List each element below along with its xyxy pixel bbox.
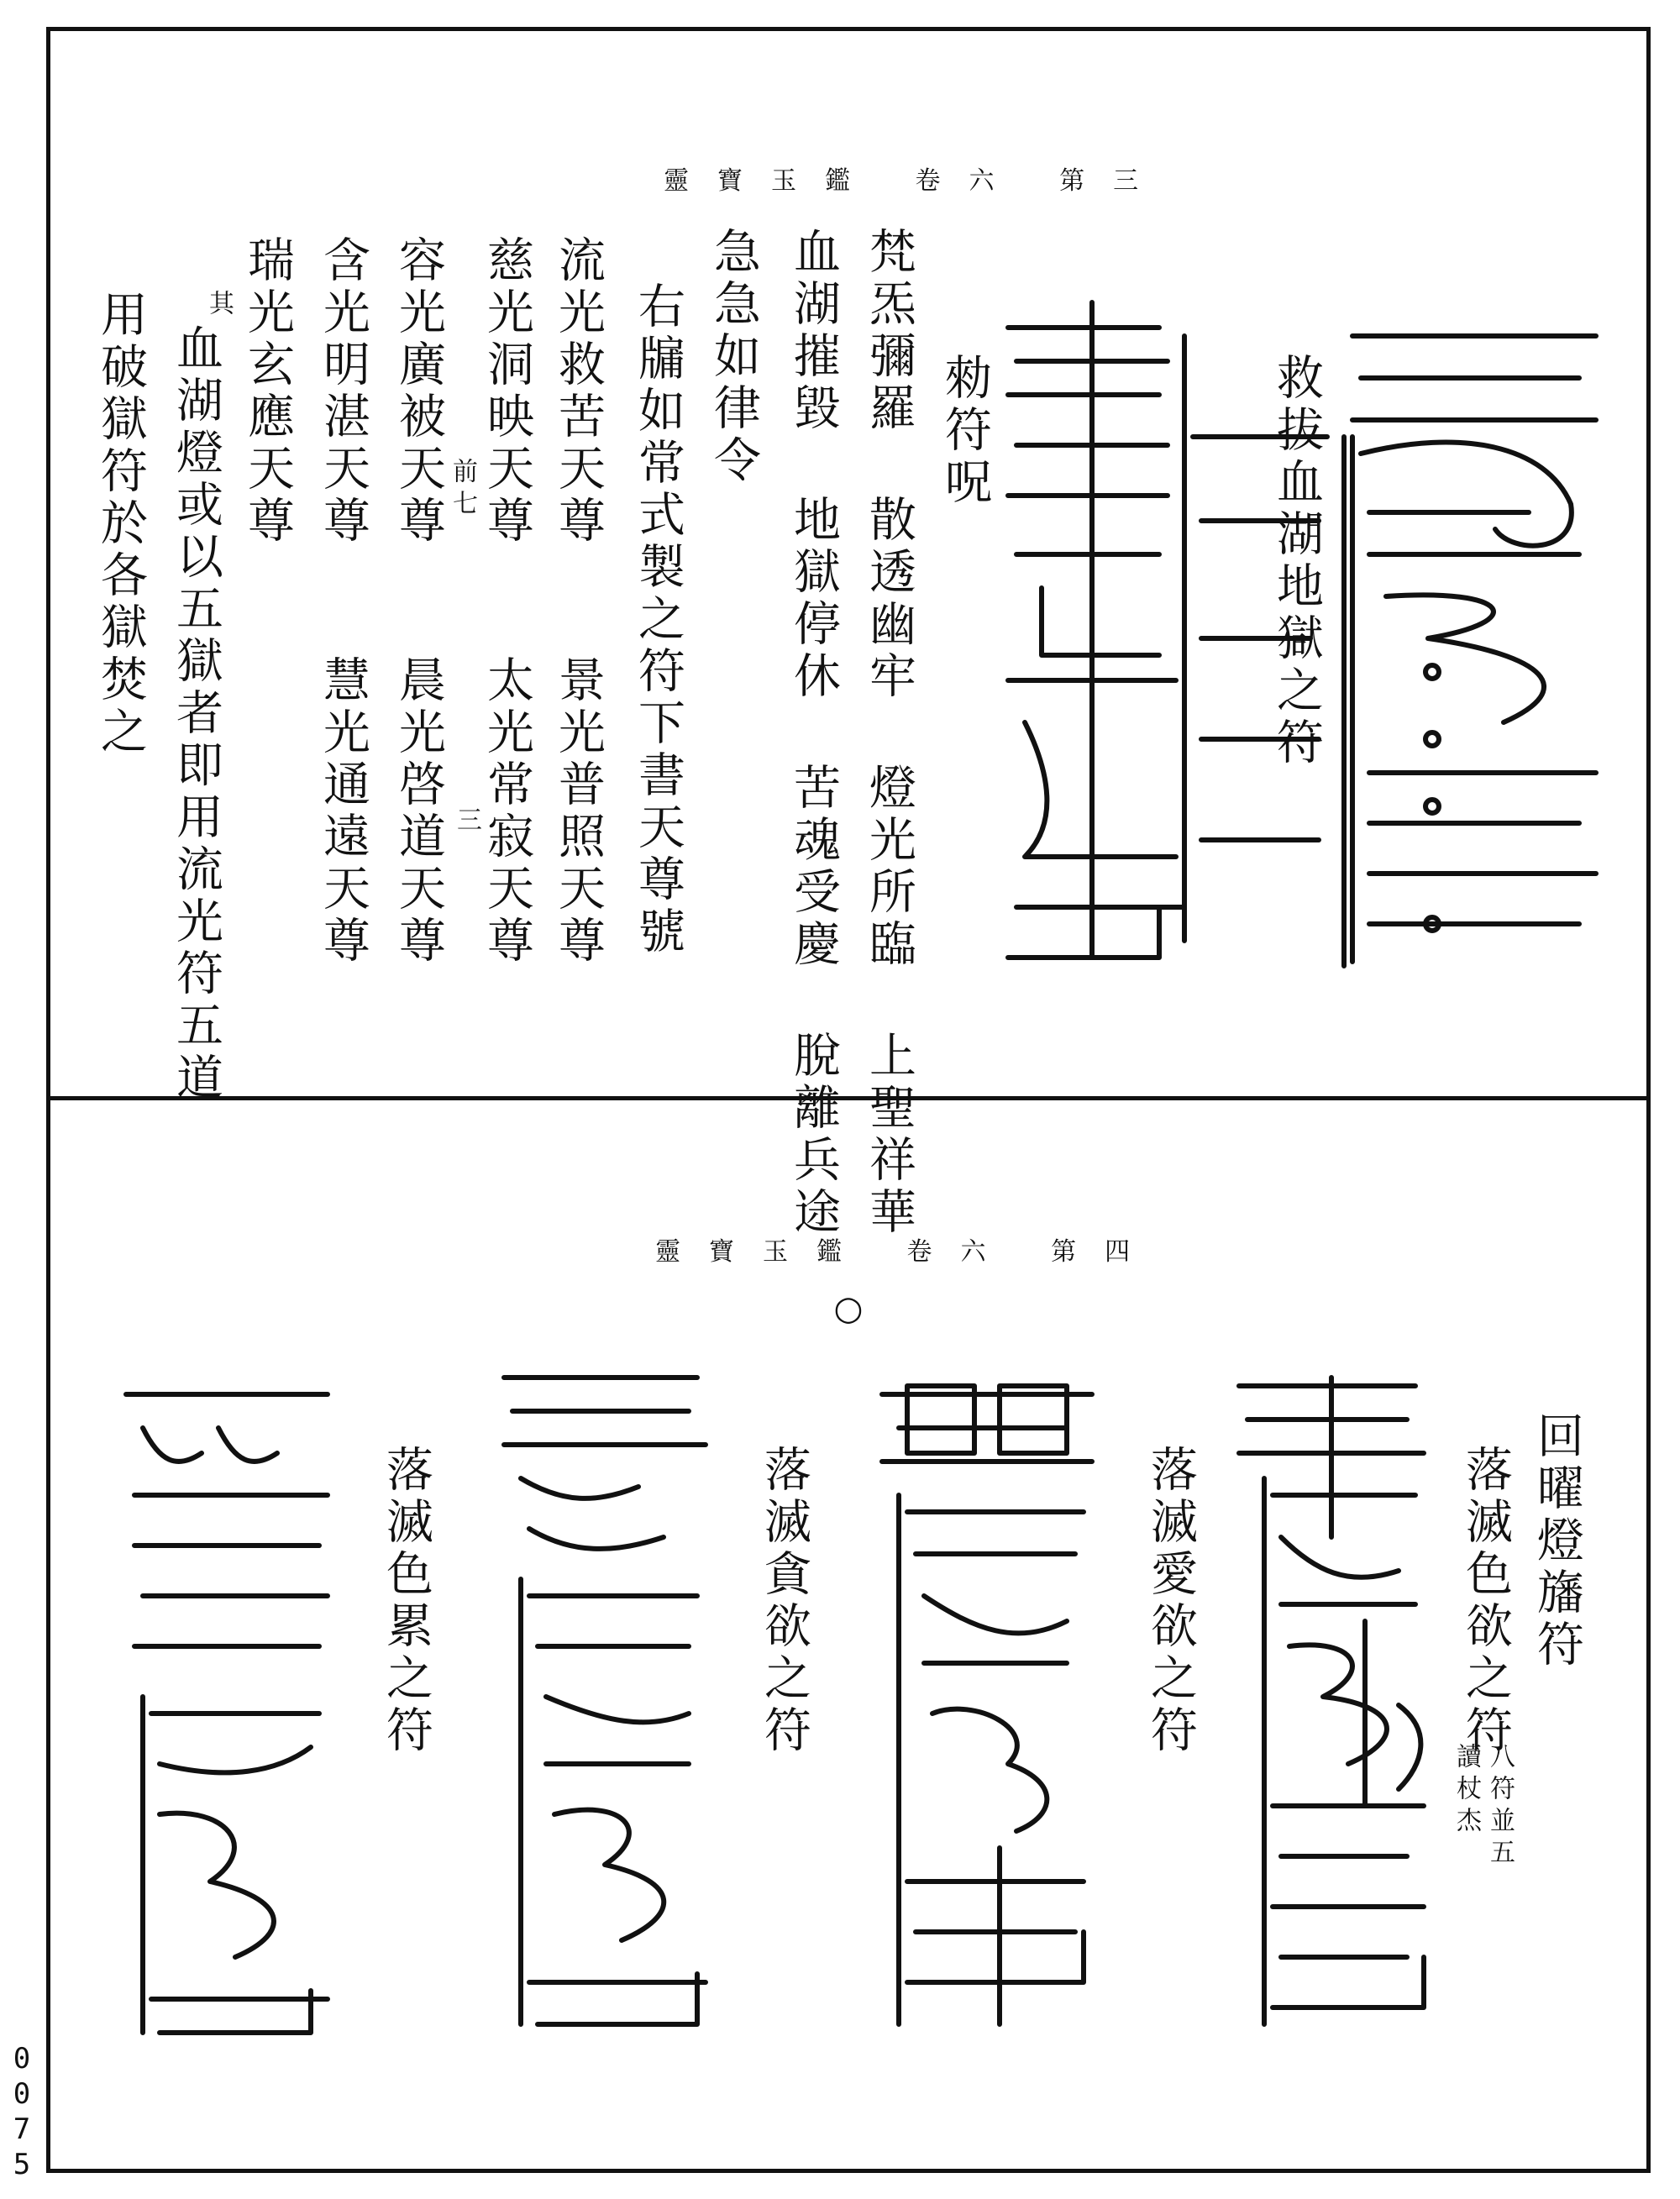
talisman-love-desire-icon bbox=[874, 1378, 1100, 2033]
talisman-label-3: 落滅貪欲之符 bbox=[757, 1445, 811, 1757]
page-number-digit: 7 bbox=[13, 2112, 31, 2146]
panel-divider bbox=[46, 1096, 1651, 1100]
page-number-digit: 5 bbox=[13, 2148, 31, 2181]
deity-5: 瑞光玄應天尊 bbox=[240, 235, 295, 548]
talisman-label-2: 落滅愛欲之符 bbox=[1143, 1445, 1198, 1757]
side-note-b: 讀杖杰 bbox=[1452, 1743, 1481, 1839]
talisman-label-1: 落滅色欲之符 bbox=[1458, 1445, 1513, 1757]
talisman-label-4: 落滅色累之符 bbox=[379, 1445, 433, 1757]
talisman-color-desire-icon bbox=[1231, 1369, 1441, 2033]
incantation-title: 勑符呪 bbox=[937, 353, 992, 509]
lower-header: 靈寶玉鑑 卷六 第四 bbox=[655, 1237, 1159, 1267]
incantation-line-3: 急急如律令 bbox=[706, 227, 761, 487]
page-number-digit: 0 bbox=[13, 2077, 31, 2111]
note-small-mark: 其 bbox=[204, 290, 234, 322]
note-line-2: 用破獄符於各獄焚之 bbox=[93, 290, 148, 758]
instruction-line: 右牖如常式製之符下書天尊號 bbox=[631, 281, 685, 958]
deity-6: 景光普照天尊 bbox=[551, 655, 606, 968]
incantation-line-2: 血湖摧毀 地獄停休 苦魂受慶 脫離兵途 bbox=[786, 227, 841, 1239]
upper-talisman-title: 救拔血湖地獄之符 bbox=[1269, 353, 1324, 769]
circle-mark: ○ bbox=[829, 1289, 868, 1333]
tiny-mark-2: 三 bbox=[452, 806, 481, 838]
deity-8: 晨光啓道天尊 bbox=[391, 655, 446, 968]
deity-9: 慧光通遠天尊 bbox=[316, 655, 370, 968]
upper-header: 靈寶玉鑑 卷六 第三 bbox=[664, 166, 1168, 196]
deity-1: 流光救苦天尊 bbox=[551, 235, 606, 548]
page-number-digit: 0 bbox=[13, 2042, 31, 2076]
page-number bbox=[12, 2041, 32, 2182]
talisman-color-burden-icon bbox=[109, 1378, 344, 2041]
note-line-1: 血湖燈或以五獄者即用流光符五道 bbox=[169, 323, 223, 1105]
deity-2: 慈光洞映天尊 bbox=[480, 235, 534, 548]
deity-4: 含光明湛天尊 bbox=[316, 235, 370, 548]
deity-7: 太光常寂天尊 bbox=[480, 655, 534, 968]
lower-title-main: 回曜燈旛符 bbox=[1530, 1411, 1584, 1672]
incantation-line-1: 梵炁彌羅 散透幽牢 燈光所臨 上聖祥華 bbox=[862, 227, 916, 1239]
tiny-mark-1: 前七 bbox=[448, 458, 477, 522]
deity-3: 容光廣被天尊 bbox=[391, 235, 446, 548]
side-note-a: 八符並五 bbox=[1485, 1743, 1515, 1871]
talisman-greed-desire-icon bbox=[496, 1361, 714, 2033]
